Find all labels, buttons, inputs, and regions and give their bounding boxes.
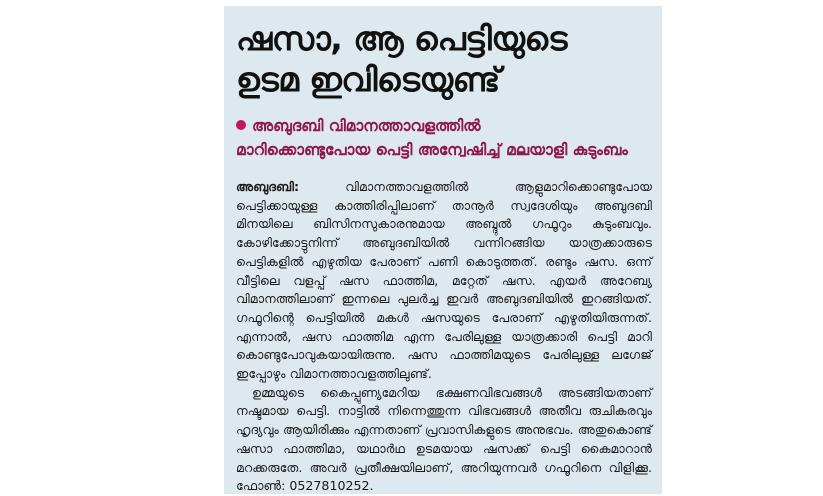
news-clipping [224,6,662,494]
paragraph-2: ഉമ്മയുടെ കൈപ്പുണ്യമേറിയ ഭക്ഷണവിഭവങ്ങൾ അടങ്ങിയതാണ് നഷ്ടമായ പെട്ടി. നാട്ടിൽ നിന്നെത്തുന്ന വിഭവങ്ങൾ അതീവ രുചികരവും ഹൃദ്യവും ആയിരിക്കും എന്നതാണ് പ്രവാസികളുടെ അനുഭവം. അതുകൊണ്ട് ഷസാ ഫാത്തിമാ, യഥാർഥ ഉടമയായ ഷസക്ക് പെട്ടി കൈമാറാൻ മറക്കരുതേ. അവർ പ്രതീക്ഷയിലാണ്, അറിയുന്നവർ ഗഫൂറിനെ വിളിക്കൂ. ഫോൺ: 0527810252. [236,384,652,494]
bullet-icon [236,120,246,130]
subheadline [236,114,652,162]
subhead-line-1: അബുദബി വിമാനത്താവളത്തിൽ [252,117,481,135]
headline-line-1: ഷസാ, ആ പെട്ടിയുടെ [236,19,567,58]
headline-line-2: ഉടമ ഇവിടെയുണ്ട് [236,60,500,99]
paragraph-1-text: വിമാനത്താവളത്തിൽ ആളുമാറിക്കൊണ്ടുപോയ പെട്ടിക്കായുള്ള കാത്തിരിപ്പിലാണ് താനൂർ സ്വദേശിയും അബുദബി മിനയിലെ ബിസിനസുകാരനുമായ അബ്ദുൽ ഗഫൂറും കുടുംബവും. കോഴിക്കോട്ടുനിന്ന് അബുദബിയിൽ വന്നിറങ്ങിയ യാത്രക്കാരുടെ പെട്ടികളിൽ എഴുതിയ പേരാണ് പണി കൊടുത്തത്. രണ്ടും ഷസ. ഒന്ന് വീട്ടിലെ വളപ്പ് ഷസ ഫാത്തിമ, മറ്റേത് ഷസ. എയർ അറേബ്യ വിമാനത്തിലാണ് ഇന്നലെ പുലർച്ച ഇവർ അബുദബിയിൽ ഇറങ്ങിയത്. ഗഫൂറിന്റെ പെട്ടിയിൽ മകൾ ഷസയുടെ പേരാണ് എഴുതിയിരുന്നത്. എന്നാൽ, ഷസ ഫാത്തിമ എന്ന പേരിലുള്ള യാത്രക്കാരി പെട്ടി മാറി കൊണ്ടുപോവുകയായിരുന്നു. ഷസ ഫാത്തിമയുടെ പേരിലുള്ള ലഗേജ് ഇപ്പോഴും വിമാനത്താവളത്തിലുണ്ട്. [236,179,652,382]
headline [236,18,652,100]
dateline: അബുദബി: [236,179,299,194]
paragraph-1 [236,178,652,384]
subhead-line-2: മാറിക്കൊണ്ടുപോയ പെട്ടി അന്വേഷിച്ച് മലയാളി കുടുംബം [236,141,628,159]
article-body [236,178,652,496]
